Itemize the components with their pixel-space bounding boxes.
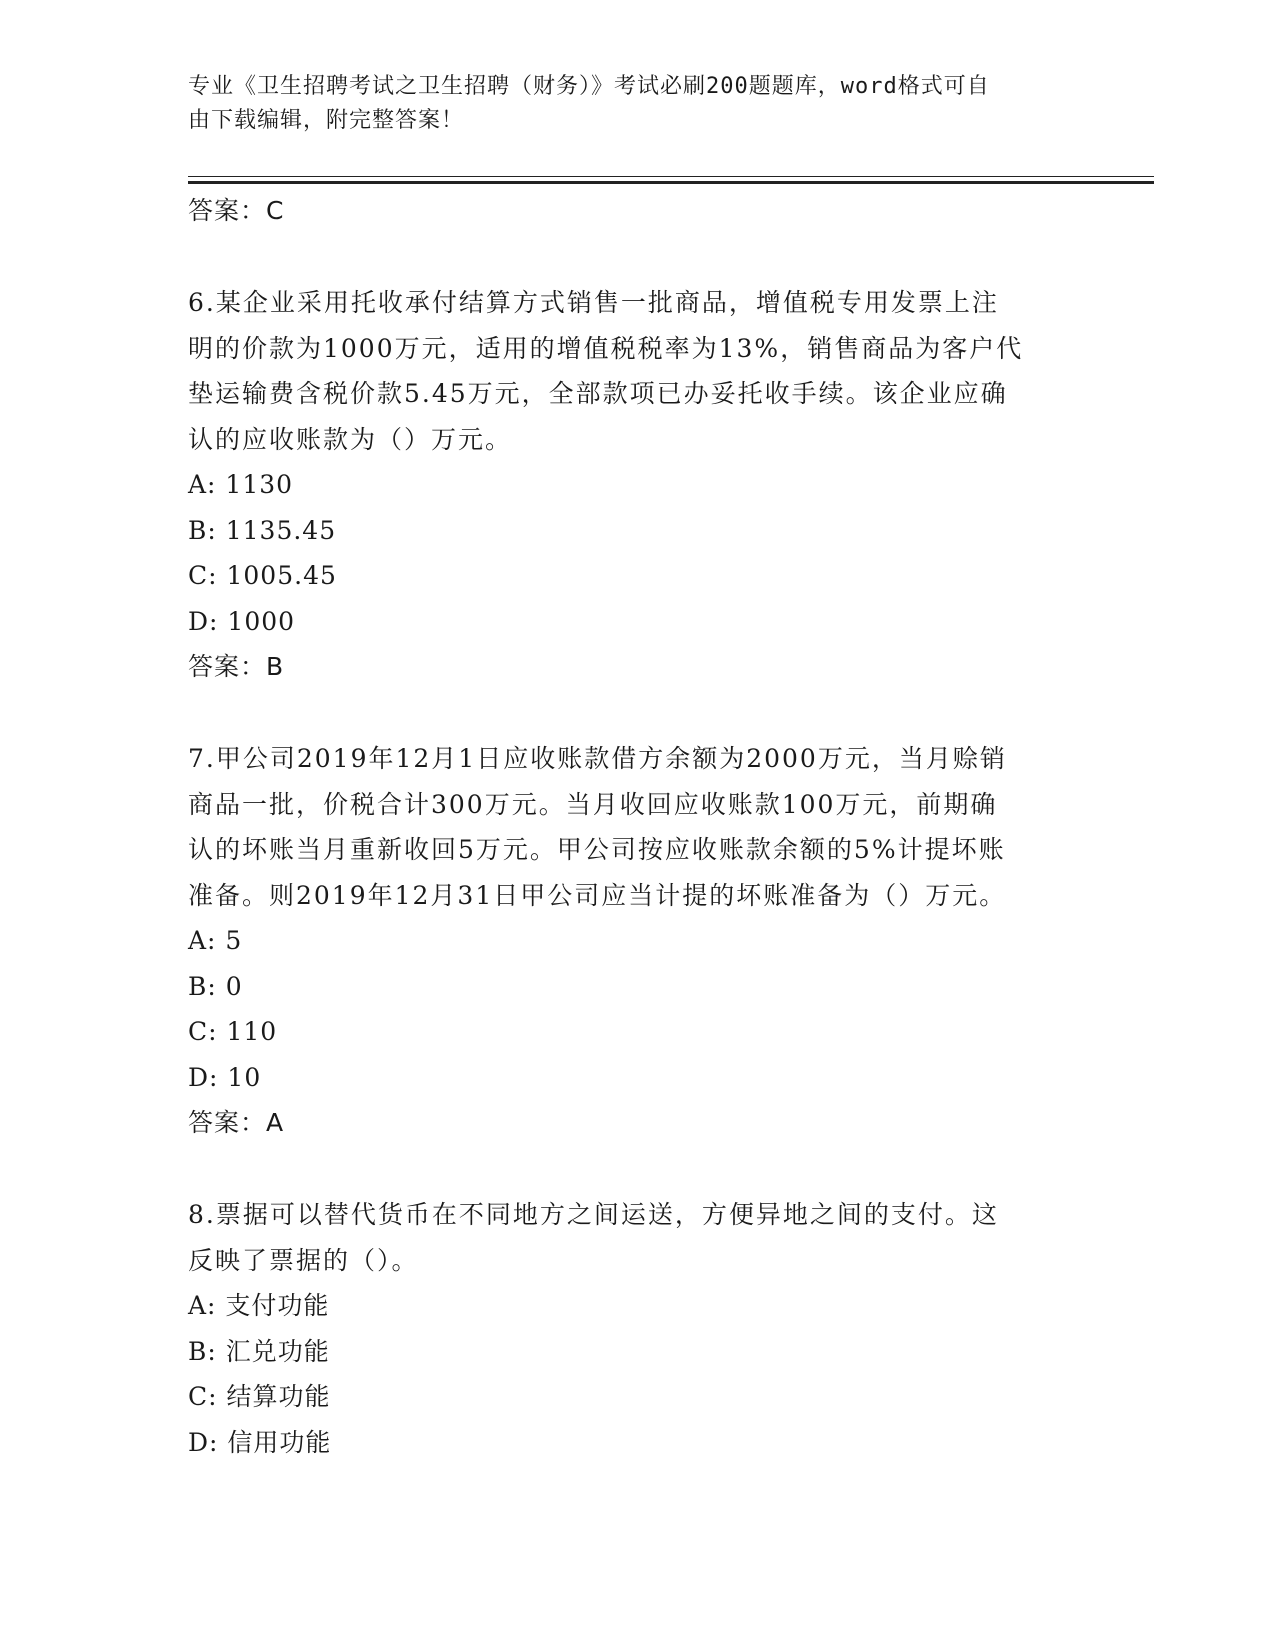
option-a: A: 5	[188, 926, 243, 955]
page-header	[188, 70, 1088, 138]
question-text: 8.票据可以替代货币在不同地方之间运送，方便异地之间的支付。这 反映了票据的（）。	[188, 1200, 999, 1275]
question-7	[188, 736, 1088, 1146]
answer-line: 答案：B	[188, 652, 285, 681]
question-text: 7.甲公司2019年12月1日应收账款借方余额为2000万元，当月赊销 商品一批，价税合计300万元。当月收回应收账款100万元，前期确 认的坏账当月重新收回5万元。甲公司按应收账款余额的5%计提坏账 准备。则2019年12月31日甲公司应当计提的坏账准备为（）万元。	[188, 744, 1007, 910]
option-d: D: 10	[188, 1062, 262, 1092]
header-rule-thin	[188, 176, 1154, 177]
option-c: C: 结算功能	[188, 1382, 331, 1411]
document-body	[188, 188, 1088, 1465]
option-a: A: 支付功能	[188, 1291, 330, 1320]
option-d: D: 信用功能	[188, 1427, 332, 1457]
spacer	[188, 234, 1088, 280]
spacer	[188, 1146, 1088, 1192]
option-a: A: 1130	[188, 470, 294, 499]
option-c: C: 110	[188, 1017, 278, 1046]
option-b: B: 汇兑功能	[188, 1336, 330, 1366]
header-rule-thick	[188, 181, 1154, 184]
answer-line: 答案：A	[188, 1108, 285, 1137]
option-b: B: 1135.45	[188, 515, 337, 545]
question-8	[188, 1192, 1088, 1465]
question-text: 6.某企业采用托收承付结算方式销售一批商品，增值税专用发票上注 明的价款为1000万元，适用的增值税税率为13%，销售商品为客户代 垫运输费含税价款5.45万元，全部款项已办妥托收手续。该企业应确 认的应收账款为（）万元。	[188, 288, 1024, 454]
header-line-1: 专业《卫生招聘考试之卫生招聘（财务）》考试必刷200题题库，word格式可自	[188, 74, 990, 99]
header-line-2: 由下载编辑，附完整答案！	[188, 108, 465, 133]
question-6	[188, 280, 1088, 690]
option-d: D: 1000	[188, 606, 296, 636]
spacer	[188, 690, 1088, 736]
answer-line: 答案：C	[188, 196, 285, 225]
option-b: B: 0	[188, 971, 243, 1001]
option-c: C: 1005.45	[188, 561, 337, 590]
